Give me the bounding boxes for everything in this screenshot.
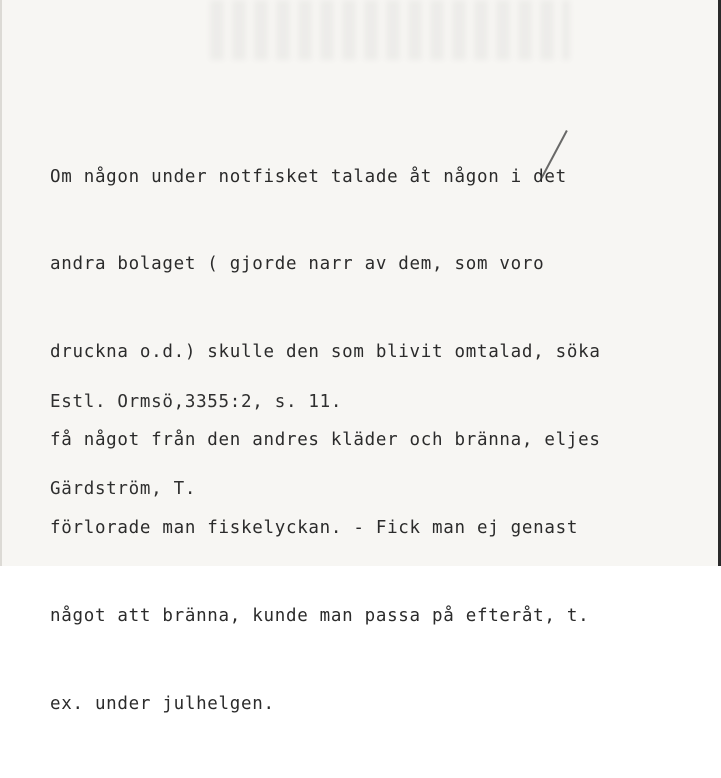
text-line-1: Om någon under notfisket talade åt någon i det (50, 166, 567, 187)
reverse-side-bleed-through (210, 0, 570, 60)
text-line-4: få något från den andres kläder och bränna, eljes (50, 430, 601, 451)
text-line-7: ex. under julhelgen. (50, 693, 275, 714)
card-left-edge (0, 0, 2, 566)
source-reference: Estl. Ormsö,3355:2, s. 11. (50, 391, 343, 412)
text-line-3: druckna o.d.) skulle den som blivit omtalad, söka (50, 342, 601, 363)
text-line-6: något att bränna, kunde man passa på efteråt, t. (50, 606, 590, 627)
text-line-5: förlorade man fiskelyckan. - Fick man ej genast (50, 518, 579, 539)
collector-name: Gärdström, T. (50, 479, 197, 500)
text-line-2: andra bolaget ( gjorde narr av dem, som voro (50, 254, 545, 275)
card-citation (50, 329, 342, 563)
